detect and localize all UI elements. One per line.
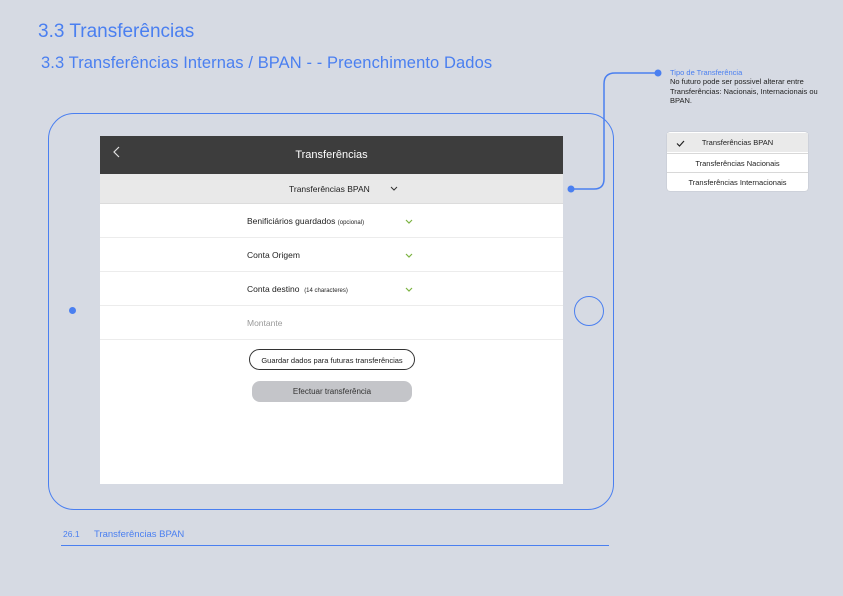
tablet-camera: [69, 307, 76, 314]
dropdown-option-internacionais[interactable]: Transferências Internacionais: [667, 172, 808, 192]
amount-field[interactable]: [100, 306, 563, 340]
transfer-type-label: Transferências BPAN: [289, 184, 370, 194]
field-label: Benificiários guardados (opcional): [247, 216, 365, 226]
footer-divider: [61, 545, 609, 546]
tablet-screen: [100, 136, 563, 484]
chevron-down-icon: [405, 287, 413, 293]
footer-label: Transferências BPAN: [94, 529, 185, 540]
chevron-down-icon: [405, 219, 413, 225]
footer-number: 26.1: [63, 529, 80, 539]
page-subheading: 3.3 Transferências Internas / BPAN - - Preenchimento Dados: [41, 54, 493, 72]
origin-account-field[interactable]: [100, 238, 563, 272]
field-label: Conta destino (14 characteres): [247, 284, 348, 294]
saved-beneficiaries-field[interactable]: [100, 204, 563, 238]
amount-placeholder: Montante: [247, 318, 283, 328]
app-title: Transferências: [295, 149, 368, 161]
app-bar: [100, 136, 563, 174]
field-label: Conta Origem: [247, 250, 300, 260]
annotation-text: No futuro pode ser possivel alterar entre Transferências: Nacionais, Internacionais ou BPAN.: [670, 77, 818, 105]
page-heading: 3.3 Transferências: [38, 21, 195, 42]
save-beneficiary-button[interactable]: Guardar dados para futuras transferências: [249, 349, 415, 370]
destination-account-field[interactable]: [100, 272, 563, 306]
transfer-type-dropdown: [667, 132, 808, 191]
annotation-title: Tipo de Transferência: [670, 68, 743, 77]
chevron-down-icon: [405, 253, 413, 259]
transfer-type-selector[interactable]: [100, 174, 563, 204]
dropdown-option-bpan[interactable]: Transferências BPAN: [667, 133, 808, 152]
dropdown-option-nacionais[interactable]: Transferências Nacionais: [667, 153, 808, 173]
chevron-down-icon: [390, 186, 398, 192]
tablet-home-button: [574, 296, 604, 326]
check-icon: [676, 140, 685, 147]
submit-transfer-button[interactable]: Efectuar transferência: [252, 381, 412, 402]
